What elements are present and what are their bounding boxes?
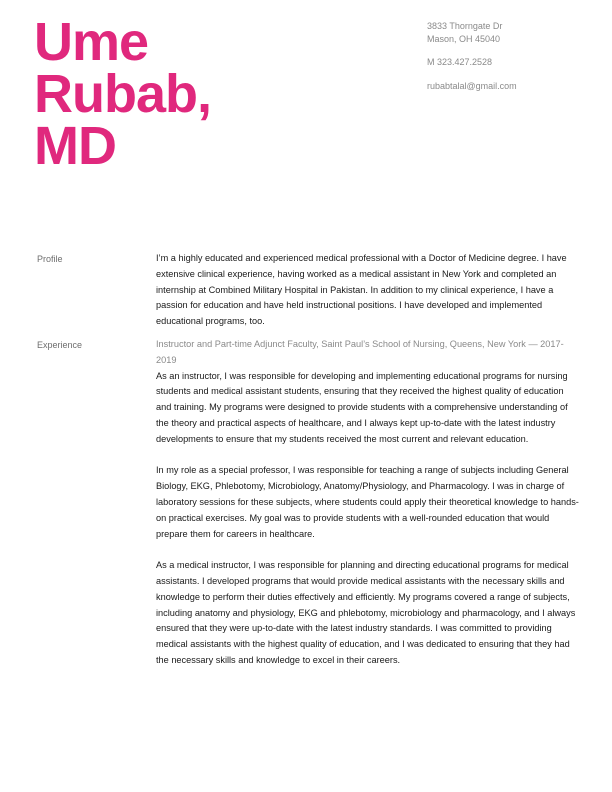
experience-paragraph: In my role as a special professor, I was responsible for teaching a range of subjects including General Biology, EKG, Phlebotomy, Microbiology, Anatomy/Physiology, and Pharmacology. I was in charge of laboratory sessions for these subjects, where students could apply their theoretical knowledge to hands-on practical exercises. My goal was to provide students with a well-rounded education that would prepare them for careers in healthcare. xyxy=(156,465,579,539)
contact-block xyxy=(427,20,517,92)
job-title: Instructor and Part-time Adjunct Faculty, Saint Paul’s School of Nursing, Queens, New York — 2017-2019 xyxy=(156,339,564,365)
name-line-credential: MD xyxy=(34,116,116,176)
experience-label: Experience xyxy=(37,340,83,350)
candidate-name xyxy=(34,12,211,176)
address-street: 3833 Thorngate Dr xyxy=(427,21,503,31)
address-city: Mason, OH 45040 xyxy=(427,33,501,44)
experience-paragraph: As an instructor, I was responsible for developing and implementing educational programs for nursing students and medical assistant students, ensuring that they received the highest quality of education and training. My programs were designed to provide students with a comprehensive understanding of the theory and practical aspects of healthcare, and I always kept up-to-date with the latest industry developments to ensure that my students received the most current and relevant education. xyxy=(156,370,568,444)
name-line-first: Ume xyxy=(34,12,149,72)
profile-text: I’m a highly educated and experienced medical professional with a Doctor of Medicine degree. I have extensive clinical experience, having worked as a medical assistant in New York and completed an internship at Combined Military Hospital in Pakistan. In addition to my clinical experience, I have a passion for education and have held instructional positions. I have developed and implemented educational programs, too. xyxy=(156,253,567,327)
profile-section xyxy=(156,251,580,330)
phone-number: M 323.427.2528 xyxy=(427,57,493,67)
profile-label: Profile xyxy=(37,254,63,264)
experience-section xyxy=(156,337,580,669)
email-address: rubabtalal@gmail.com xyxy=(427,80,517,91)
experience-paragraph: As a medical instructor, I was responsible for planning and directing educational programs for medical assistants. I developed programs that would provide medical assistants with the necessary skills and knowledge to perform their duties effectively and efficiently. My programs covered a range of subjects, including anatomy and physiology, EKG and phlebotomy, microbiology and pharmacology, and I always ensured that they were up-to-date with the latest industry standards. I was committed to providing medical assistants with the highest quality of education, and I was dedicated to ensuring that they had the necessary skills and knowledge to excel in their careers. xyxy=(156,560,576,665)
name-line-last: Rubab, xyxy=(34,64,211,124)
